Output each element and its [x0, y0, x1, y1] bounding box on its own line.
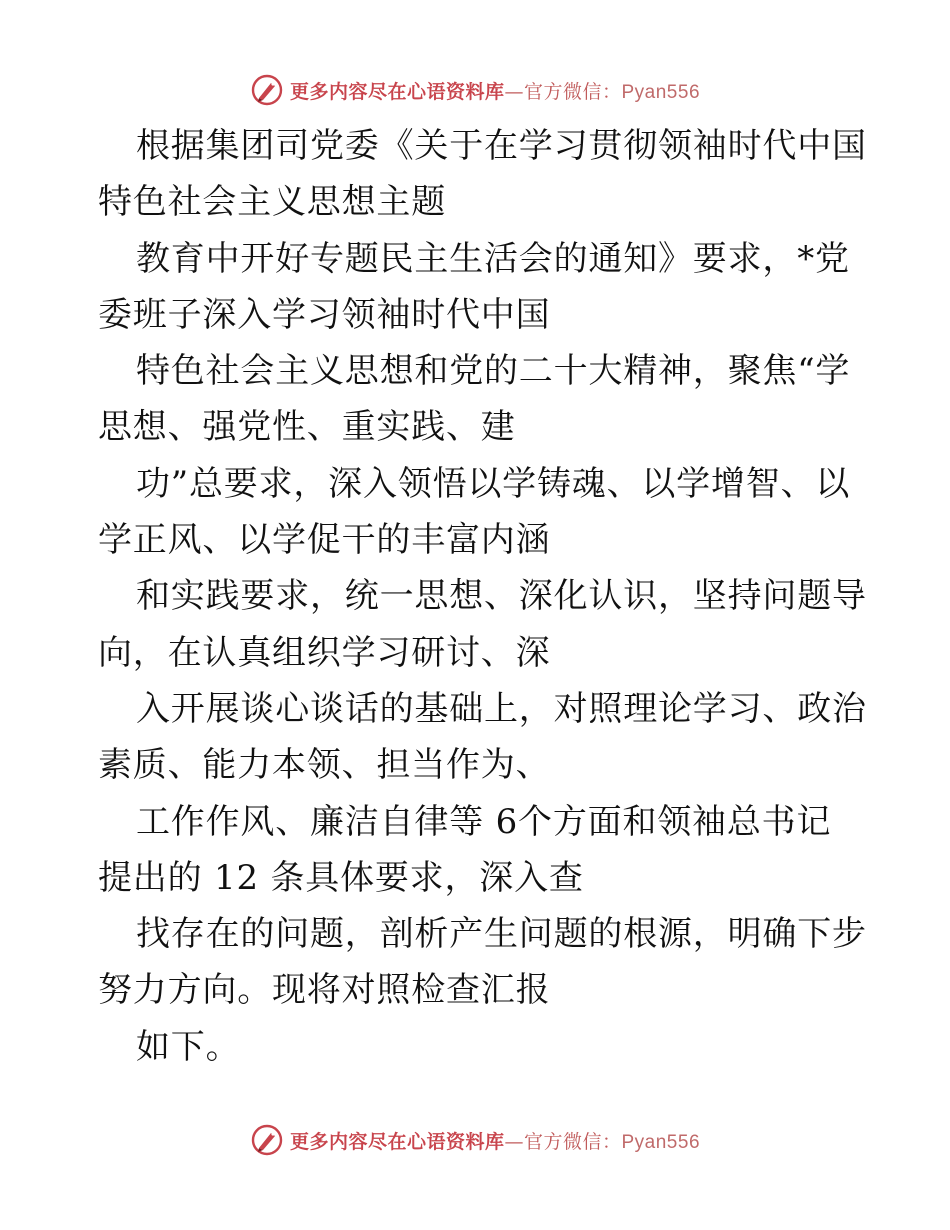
text-line: 工作作风、廉洁自律等 6个方面和领袖总书记: [136, 801, 832, 842]
text-line: 向，在认真组织学习研讨、深: [98, 632, 551, 673]
text-line: 功”总要求，深入领悟以学铸魂、以学增智、以: [136, 463, 851, 504]
watermark-brand: 更多内容尽在心语资料库: [289, 80, 505, 103]
text-line: 找存在的问题，剖析产生问题的根源，明确下步: [136, 914, 867, 955]
text-line: 和实践要求，统一思想、深化认识，坚持问题导: [136, 576, 867, 617]
text-line: 提出的 12 条具体要求，深入查: [98, 857, 584, 898]
document-body: [98, 118, 867, 1075]
watermark-contact-id: Pyan556: [621, 1131, 701, 1153]
watermark-separator: —: [504, 80, 524, 103]
watermark-separator: —: [504, 1130, 524, 1153]
footer-watermark: [0, 1118, 950, 1162]
text-line: 特色社会主义思想和党的二十大精神，聚焦“学: [136, 351, 851, 392]
text-line: 特色社会主义思想主题: [98, 182, 446, 223]
pen-logo-icon: [250, 73, 284, 107]
text-line: 入开展谈心谈话的基础上，对照理论学习、政治: [136, 688, 867, 729]
watermark-brand: 更多内容尽在心语资料库: [289, 1130, 505, 1153]
text-line: 思想、强党性、重实践、建: [98, 407, 516, 448]
watermark-contact-id: Pyan556: [621, 81, 701, 103]
text-line: 素质、能力本领、担当作为、: [98, 745, 551, 786]
text-line: 努力方向。现将对照检查汇报: [98, 970, 551, 1011]
text-line: 教育中开好专题民主生活会的通知》要求，*党: [136, 238, 850, 279]
text-line: 如下。: [136, 1026, 241, 1067]
watermark-contact-label: 官方微信：: [523, 80, 622, 103]
watermark-text: [290, 77, 700, 104]
header-watermark: [0, 68, 950, 112]
text-line: 根据集团司党委《关于在学习贯彻领袖时代中国: [136, 126, 867, 166]
watermark-text: [290, 1127, 700, 1154]
text-line: 学正风、以学促干的丰富内涵: [98, 520, 551, 561]
watermark-contact-label: 官方微信：: [523, 1130, 622, 1153]
text-line: 委班子深入学习领袖时代中国: [98, 294, 551, 335]
pen-logo-icon: [250, 1123, 284, 1157]
